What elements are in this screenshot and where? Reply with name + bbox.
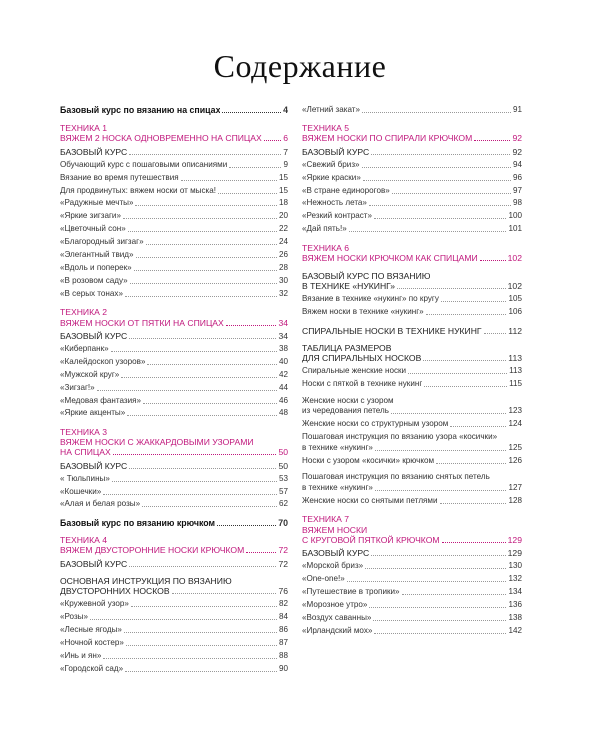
leader-dots (371, 154, 510, 155)
technique-label: ТЕХНИКА 4 (60, 534, 108, 545)
page-number: 82 (278, 599, 288, 609)
toc-entry[interactable] (60, 599, 288, 610)
leader-dots (440, 503, 507, 504)
leader-dots (129, 154, 281, 155)
entry-title: «Резкий контраст» (302, 211, 372, 221)
entry-title: «Кошечки» (60, 486, 102, 496)
toc-column-right (302, 104, 522, 638)
leader-dots (129, 468, 276, 469)
leader-dots (103, 658, 277, 659)
leader-dots (264, 140, 281, 141)
page-number: 96 (512, 172, 522, 182)
toc-entry[interactable] (60, 473, 288, 484)
entry-title: «Яркие зигзаги» (60, 211, 121, 221)
page-number: 72 (278, 558, 288, 569)
page-number: 57 (278, 486, 288, 496)
leader-dots (450, 426, 506, 427)
entry-title: СПИРАЛЬНЫЕ НОСКИ В ТЕХНИКЕ НУКИНГ (302, 325, 482, 336)
leader-dots (391, 413, 507, 414)
toc-entry[interactable] (60, 460, 288, 471)
page-number: 34 (278, 331, 288, 342)
entry-title: «Зигзаг!» (60, 382, 95, 392)
toc-entry[interactable] (60, 146, 288, 157)
entry-title: «Мужской круг» (60, 369, 120, 379)
page-number: 132 (508, 573, 522, 583)
page-number: 126 (508, 455, 522, 465)
technique-label: ТЕХНИКА 3 (60, 426, 108, 437)
page-number: 100 (508, 211, 522, 221)
technique-title[interactable] (302, 535, 522, 545)
entry-title: «One-one!» (302, 573, 345, 583)
entry-title: «Кружевной узор» (60, 599, 129, 609)
entry-title: «В розовом саду» (60, 275, 128, 285)
leader-dots (90, 619, 277, 620)
page-number: 62 (278, 499, 288, 509)
toc-entry[interactable] (302, 159, 522, 170)
toc-entry[interactable] (302, 455, 522, 466)
entry-title: «Ночной костер» (60, 637, 124, 647)
leader-dots (347, 581, 507, 582)
toc-entry[interactable] (60, 224, 288, 235)
toc-entry[interactable] (302, 146, 522, 157)
page-number: 15 (278, 185, 288, 195)
leader-dots (480, 260, 506, 261)
page-number: 87 (278, 637, 288, 647)
leader-dots (136, 257, 277, 258)
leader-dots (226, 325, 277, 326)
entry-title: « Тюльпины» (60, 473, 110, 483)
entry-title: «Нежность лета» (302, 198, 367, 208)
technique-label: ТЕХНИКА 2 (60, 307, 108, 318)
leader-dots (374, 218, 507, 219)
page-number: 138 (508, 612, 522, 622)
toc-entry[interactable] (302, 378, 522, 389)
leader-dots (123, 218, 277, 219)
toc-entry[interactable] (60, 198, 288, 209)
toc-entry[interactable] (302, 419, 522, 430)
toc-entry[interactable] (302, 599, 522, 610)
leader-dots (146, 244, 277, 245)
leader-dots (369, 205, 511, 206)
leader-dots (217, 525, 276, 526)
leader-dots (362, 167, 511, 168)
leader-dots (125, 671, 277, 672)
leader-dots (363, 180, 511, 181)
entry-title: Носки с узором «косички» крючком (302, 455, 435, 465)
leader-dots (121, 377, 277, 378)
page-number: 91 (512, 104, 522, 114)
page-number: 112 (508, 325, 522, 336)
leader-dots (442, 542, 506, 543)
toc-entry[interactable] (60, 185, 288, 196)
technique-title-text: ВЯЖЕМ 2 НОСКА ОДНОВРЕМЕННО НА СПИЦАХ (60, 133, 262, 144)
page-number: 46 (278, 395, 288, 405)
toc-entry[interactable] (60, 211, 288, 222)
leader-dots (375, 490, 507, 491)
leader-dots (349, 231, 507, 232)
technique-title[interactable] (60, 318, 288, 328)
technique-label: ТЕХНИКА 1 (60, 122, 108, 133)
entry-title: Пошаговая инструкция по вязанию узора «косички» (302, 432, 498, 442)
leader-dots (436, 463, 506, 464)
technique-title-text: ВЯЖЕМ НОСКИ ПО СПИРАЛИ КРЮЧКОМ (302, 133, 473, 144)
page-number: 53 (278, 473, 288, 483)
entry-title: «Свежий бриз» (302, 159, 360, 169)
toc-entry[interactable] (302, 270, 522, 281)
entry-title: ДЛЯ СПИРАЛЬНЫХ НОСКОВ (302, 353, 422, 364)
leader-dots (426, 314, 507, 315)
page-number: 123 (508, 406, 522, 416)
entry-title: «Путешествие в тропики» (302, 586, 400, 596)
technique-title[interactable] (302, 525, 522, 535)
entry-title: Вяжем носки в технике «нукинг» (302, 306, 424, 316)
page-number: 98 (512, 198, 522, 208)
page-number: 20 (278, 211, 288, 221)
toc-entry[interactable] (302, 625, 522, 636)
toc-entry[interactable] (60, 343, 288, 354)
leader-dots (103, 494, 277, 495)
page-number: 134 (508, 586, 522, 596)
leader-dots (423, 360, 506, 361)
entry-title: Для продвинутых: вяжем носки от мыска! (60, 185, 216, 195)
page-number: 94 (512, 159, 522, 169)
page-number: 86 (278, 624, 288, 634)
leader-dots (373, 620, 506, 621)
page-number: 102 (507, 253, 522, 264)
page-number: 34 (278, 317, 288, 328)
leader-dots (124, 632, 277, 633)
entry-title: Носки с пяткой в технике нукинг (302, 378, 423, 388)
leader-dots (362, 112, 511, 113)
page-number: 84 (278, 611, 288, 621)
page-number: 129 (507, 534, 522, 545)
leader-dots (365, 568, 506, 569)
toc-entry[interactable] (60, 637, 288, 648)
leader-dots (181, 180, 277, 181)
toc-entry[interactable] (302, 612, 522, 623)
technique-title[interactable] (60, 133, 288, 143)
page-number: 97 (512, 185, 522, 195)
entry-title: БАЗОВЫЙ КУРС ПО ВЯЗАНИЮ (302, 270, 431, 281)
leader-dots (112, 481, 277, 482)
entry-title: Вязание в технике «нукинг» по кругу (302, 294, 439, 304)
technique-title-text: ВЯЖЕМ НОСКИ ОТ ПЯТКИ НА СПИЦАХ (60, 317, 224, 328)
page-number: 92 (512, 133, 522, 144)
technique-title[interactable] (302, 253, 522, 263)
toc-entry[interactable] (302, 548, 522, 559)
toc-entry[interactable] (302, 366, 522, 377)
leader-dots (375, 450, 507, 451)
toc-entry[interactable] (302, 211, 522, 222)
entry-title: из чередования петель (302, 406, 389, 416)
toc-entry[interactable] (302, 306, 522, 317)
toc-entry[interactable] (302, 472, 522, 483)
toc-entry[interactable] (302, 104, 522, 115)
leader-dots (113, 454, 277, 455)
entry-title: ОСНОВНАЯ ИНСТРУКЦИЯ ПО ВЯЗАНИЮ (60, 575, 232, 586)
leader-dots (392, 193, 511, 194)
section-heading[interactable] (60, 104, 288, 115)
toc-entry[interactable] (302, 198, 522, 209)
page-number: 9 (283, 159, 288, 169)
entry-title: «Калейдоскоп узоров» (60, 356, 146, 366)
toc-entry[interactable] (60, 611, 288, 622)
leader-dots (172, 593, 277, 594)
page-number: 92 (512, 146, 522, 157)
page-number: 105 (508, 294, 522, 304)
toc-entry[interactable] (60, 275, 288, 286)
page-number: 106 (508, 306, 522, 316)
entry-title: БАЗОВЫЙ КУРС (60, 331, 128, 342)
leader-dots (218, 193, 277, 194)
entry-title: «Яркие акценты» (60, 408, 126, 418)
toc-entry[interactable] (60, 408, 288, 419)
technique-label: ТЕХНИКА 6 (302, 242, 350, 253)
page-number: 102 (507, 281, 522, 292)
toc-entry[interactable] (302, 395, 522, 406)
page-number: 44 (278, 382, 288, 392)
section-heading[interactable] (60, 518, 288, 529)
page-number: 128 (508, 495, 522, 505)
page-number: 42 (278, 369, 288, 379)
entry-title: «Воздух саванны» (302, 612, 372, 622)
leader-dots (229, 167, 281, 168)
page-number: 70 (278, 518, 288, 529)
technique-title[interactable] (302, 133, 522, 143)
page-number: 48 (278, 408, 288, 418)
leader-dots (126, 645, 277, 646)
toc-entry[interactable] (60, 237, 288, 248)
toc-entry[interactable] (302, 353, 522, 364)
entry-title: «Вдоль и поперек» (60, 262, 132, 272)
page-number: 40 (278, 356, 288, 366)
page-number: 30 (278, 275, 288, 285)
toc-entry[interactable] (60, 288, 288, 299)
toc-column-left (60, 104, 288, 676)
entry-title: «Радужные мечты» (60, 198, 134, 208)
toc-entry[interactable] (302, 185, 522, 196)
page-number: 113 (508, 353, 522, 364)
toc-entry[interactable] (60, 172, 288, 183)
page-number: 15 (278, 172, 288, 182)
toc-entry[interactable] (302, 172, 522, 183)
toc-entry[interactable] (302, 224, 522, 235)
leader-dots (369, 607, 506, 608)
toc-entry[interactable] (302, 482, 522, 493)
technique-title-text: ВЯЖЕМ НОСКИ С ЖАККАРДОВЫМИ УЗОРАМИ (60, 437, 254, 448)
leader-dots (135, 205, 277, 206)
toc-entry[interactable] (302, 561, 522, 572)
page-number: 18 (278, 198, 288, 208)
page-number: 28 (278, 262, 288, 272)
toc-entry[interactable] (60, 262, 288, 273)
entry-title: Женские носки с узором (302, 395, 394, 405)
entry-title: Базовый курс по вязанию крючком (60, 518, 216, 529)
entry-title: «Медовая фантазия» (60, 395, 141, 405)
entry-title: «Яркие краски» (302, 172, 361, 182)
entry-title: «Лесные ягоды» (60, 624, 122, 634)
page-number: 125 (508, 442, 522, 452)
leader-dots (474, 140, 510, 141)
leader-dots (246, 552, 276, 553)
entry-title: Женские носки со структурным узором (302, 419, 449, 429)
entry-title: в технике «нукинг» (302, 482, 373, 492)
entry-title: Пошаговая инструкция по вязанию снятых петель (302, 472, 490, 482)
technique-title[interactable] (60, 545, 288, 555)
toc-entry[interactable] (302, 432, 522, 443)
entry-title: «Ирландский мох» (302, 625, 373, 635)
page-number: 38 (278, 343, 288, 353)
entry-title: «Инь и ян» (60, 650, 102, 660)
toc-entry[interactable] (60, 356, 288, 367)
leader-dots (134, 270, 277, 271)
entry-title: «Морозное утро» (302, 599, 368, 609)
toc-entry[interactable] (60, 663, 288, 674)
toc-entry[interactable] (302, 294, 522, 305)
page-number: 50 (278, 447, 288, 458)
leader-dots (111, 351, 277, 352)
leader-dots (130, 283, 277, 284)
leader-dots (97, 390, 277, 391)
page-number: 129 (507, 548, 522, 559)
leader-dots (397, 288, 506, 289)
leader-dots (424, 386, 507, 387)
toc-entry[interactable] (60, 331, 288, 342)
toc-entry[interactable] (60, 586, 288, 597)
entry-title: «Морской бриз» (302, 561, 364, 571)
entry-title: «Летний закат» (302, 104, 360, 114)
toc-entry[interactable] (60, 250, 288, 261)
leader-dots (143, 403, 277, 404)
entry-title: «Киберпанк» (60, 343, 109, 353)
leader-dots (128, 231, 277, 232)
entry-title: «Алая и белая розы» (60, 499, 141, 509)
leader-dots (129, 338, 276, 339)
entry-title: Женские носки со снятыми петлями (302, 495, 438, 505)
toc-entry[interactable] (60, 558, 288, 569)
toc-entry[interactable] (302, 586, 522, 597)
page-number: 101 (508, 224, 522, 234)
leader-dots (222, 112, 281, 113)
technique-title-text: НА СПИЦАХ (60, 447, 111, 458)
page-number: 130 (508, 561, 522, 571)
page-number: 7 (283, 146, 288, 157)
page-number: 136 (508, 599, 522, 609)
page-title: Содержание (213, 48, 387, 84)
page-number: 142 (508, 625, 522, 635)
toc-entry[interactable] (60, 159, 288, 170)
page-number: 72 (278, 545, 288, 556)
page-number: 124 (508, 419, 522, 429)
page-number: 22 (278, 224, 288, 234)
entry-title: В ТЕХНИКЕ «НУКИНГ» (302, 281, 396, 292)
toc-entry[interactable] (302, 495, 522, 506)
entry-title: «Дай пять!» (302, 224, 347, 234)
entry-title: ДВУСТОРОННИХ НОСКОВ (60, 586, 170, 597)
technique-title[interactable] (60, 447, 288, 457)
leader-dots (147, 364, 277, 365)
toc-entry[interactable] (60, 486, 288, 497)
entry-title: «Цветочный сон» (60, 224, 126, 234)
technique-title[interactable] (60, 437, 288, 447)
leader-dots (371, 555, 505, 556)
page-number: 90 (278, 663, 288, 673)
toc-entry[interactable] (60, 499, 288, 510)
technique-title-text: ВЯЖЕМ ДВУСТОРОННИЕ НОСКИ КРЮЧКОМ (60, 545, 245, 556)
entry-title: «В стране единорогов» (302, 185, 390, 195)
toc-entry[interactable] (302, 342, 522, 353)
toc-entry[interactable] (60, 395, 288, 406)
entry-title: Спиральные женские носки (302, 366, 407, 376)
toc-entry[interactable] (60, 624, 288, 635)
toc-entry[interactable] (60, 369, 288, 380)
page-number: 24 (278, 237, 288, 247)
leader-dots (441, 301, 507, 302)
entry-title: Базовый курс по вязанию на спицах (60, 104, 221, 115)
toc-entry[interactable] (60, 575, 288, 586)
entry-title: БАЗОВЫЙ КУРС (60, 460, 128, 471)
entry-title: БАЗОВЫЙ КУРС (60, 558, 128, 569)
leader-dots (129, 566, 276, 567)
leader-dots (484, 333, 507, 334)
toc-entry[interactable] (302, 325, 522, 336)
technique-label: ТЕХНИКА 5 (302, 122, 350, 133)
page-number: 113 (509, 366, 522, 376)
entry-title: в технике «нукинг» (302, 442, 373, 452)
page-number: 32 (278, 288, 288, 298)
entry-title: Вязание во время путешествия (60, 172, 179, 182)
leader-dots (408, 373, 507, 374)
toc-entry[interactable] (302, 406, 522, 417)
entry-title: «Городской сад» (60, 663, 124, 673)
toc-entry[interactable] (60, 382, 288, 393)
toc-entry[interactable] (302, 442, 522, 453)
technique-label: ТЕХНИКА 7 (302, 514, 350, 525)
page-number: 26 (278, 250, 288, 260)
entry-title: ТАБЛИЦА РАЗМЕРОВ (302, 342, 392, 353)
entry-title: «Благородный зигзаг» (60, 237, 144, 247)
entry-title: «Розы» (60, 611, 88, 621)
technique-title-text: ВЯЖЕМ НОСКИ КРЮЧКОМ КАК СПИЦАМИ (302, 253, 478, 264)
page-number: 88 (278, 650, 288, 660)
page-number: 127 (508, 482, 522, 492)
entry-title: Обучающий курс с пошаговыми описаниями (60, 159, 228, 169)
page-number: 76 (278, 586, 288, 597)
leader-dots (402, 594, 507, 595)
entry-title: БАЗОВЫЙ КУРС (302, 548, 370, 559)
page-number: 115 (509, 378, 522, 388)
page-number: 6 (283, 133, 288, 144)
leader-dots (131, 606, 277, 607)
leader-dots (142, 506, 277, 507)
toc-entry[interactable] (60, 650, 288, 661)
leader-dots (374, 633, 506, 634)
entry-title: БАЗОВЫЙ КУРС (302, 146, 370, 157)
entry-title: БАЗОВЫЙ КУРС (60, 146, 128, 157)
leader-dots (127, 415, 277, 416)
leader-dots (125, 296, 277, 297)
page-number: 4 (283, 104, 288, 115)
page-number: 50 (278, 460, 288, 471)
toc-entry[interactable] (302, 573, 522, 584)
toc-entry[interactable] (302, 281, 522, 292)
technique-title-text: ВЯЖЕМ НОСКИ (302, 524, 368, 535)
entry-title: «В серых тонах» (60, 288, 123, 298)
technique-title-text: С КРУГОВОЙ ПЯТКОЙ КРЮЧКОМ (302, 534, 440, 545)
entry-title: «Элегантный твид» (60, 250, 134, 260)
